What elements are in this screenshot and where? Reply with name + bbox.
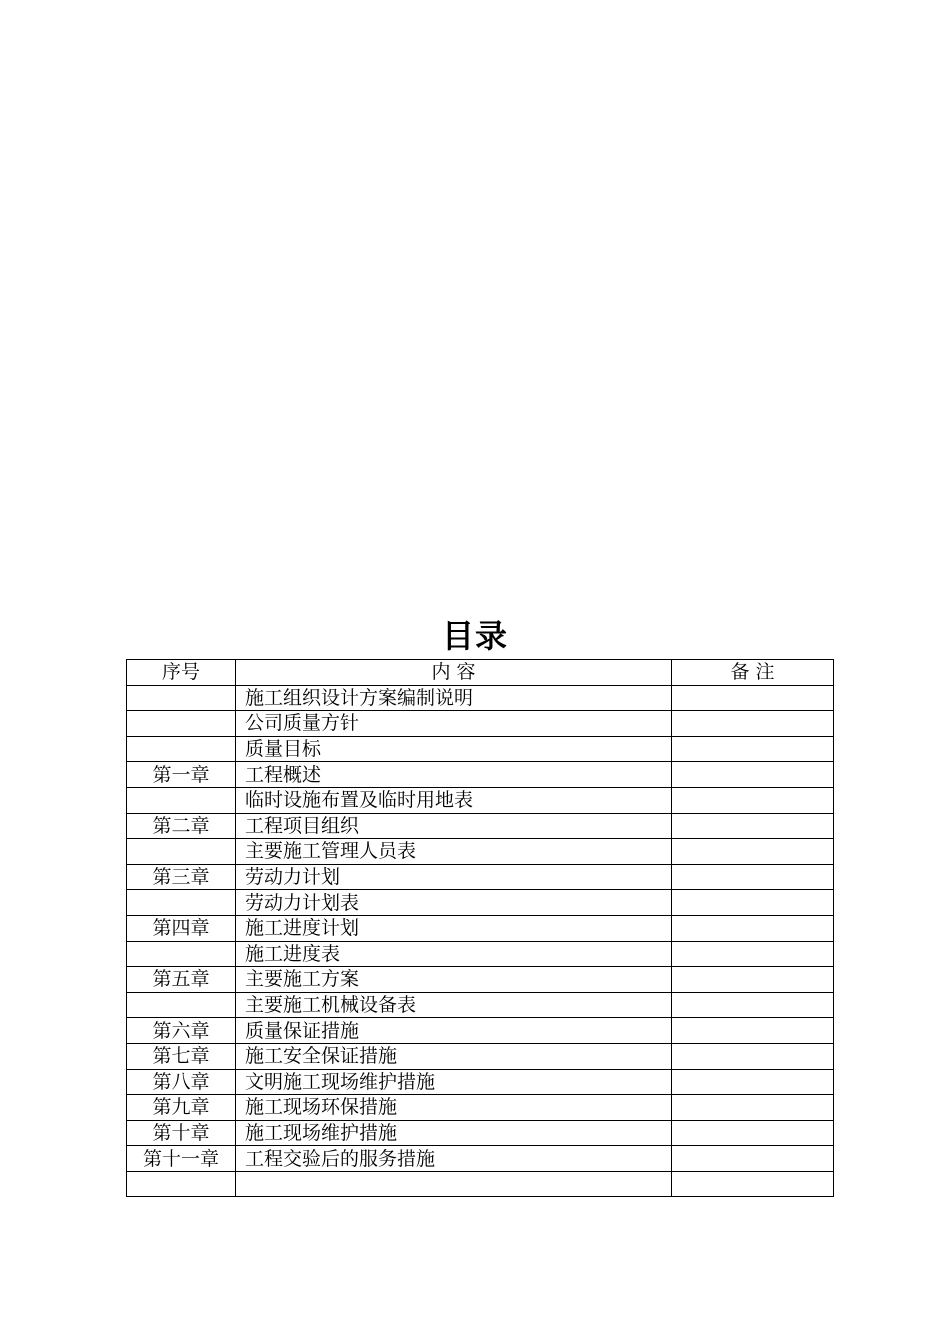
table-row [127, 1095, 834, 1121]
table-row [127, 787, 834, 813]
row-content: 主要施工管理人员表 [236, 839, 672, 865]
table-row [127, 1120, 834, 1146]
row-note [672, 941, 834, 967]
row-note [672, 864, 834, 890]
row-content: 施工安全保证措施 [236, 1043, 672, 1069]
row-seq [127, 787, 236, 813]
row-note [672, 915, 834, 941]
row-note [672, 890, 834, 916]
table-row [127, 864, 834, 890]
row-content: 工程概述 [236, 762, 672, 788]
table-row [127, 839, 834, 865]
row-content: 主要施工方案 [236, 967, 672, 993]
header-seq: 序号 [127, 660, 236, 686]
table-row [127, 1043, 834, 1069]
row-note [672, 711, 834, 737]
table-row [127, 915, 834, 941]
row-note [672, 1043, 834, 1069]
row-content: 劳动力计划表 [236, 890, 672, 916]
table-row [127, 967, 834, 993]
table-row [127, 813, 834, 839]
row-content: 劳动力计划 [236, 864, 672, 890]
row-content: 公司质量方针 [236, 711, 672, 737]
row-note [672, 736, 834, 762]
table-row [127, 890, 834, 916]
row-seq: 第九章 [127, 1095, 236, 1121]
toc-table [126, 659, 834, 1197]
row-seq [127, 839, 236, 865]
table-row [127, 941, 834, 967]
header-content: 内 容 [236, 660, 672, 686]
row-seq [127, 992, 236, 1018]
row-note [672, 762, 834, 788]
row-note [672, 1171, 834, 1197]
row-note [672, 967, 834, 993]
row-content: 施工组织设计方案编制说明 [236, 685, 672, 711]
table-row [127, 711, 834, 737]
row-content: 施工现场维护措施 [236, 1120, 672, 1146]
table-row [127, 992, 834, 1018]
row-content: 施工进度计划 [236, 915, 672, 941]
row-seq [127, 941, 236, 967]
row-content: 施工进度表 [236, 941, 672, 967]
row-seq: 第五章 [127, 967, 236, 993]
table-row [127, 736, 834, 762]
row-note [672, 813, 834, 839]
row-content: 工程交验后的服务措施 [236, 1146, 672, 1172]
row-content: 工程项目组织 [236, 813, 672, 839]
row-seq: 第三章 [127, 864, 236, 890]
table-row [127, 762, 834, 788]
header-note: 备 注 [672, 660, 834, 686]
row-note [672, 1120, 834, 1146]
row-seq: 第四章 [127, 915, 236, 941]
row-seq [127, 685, 236, 711]
row-seq: 第二章 [127, 813, 236, 839]
row-note [672, 685, 834, 711]
row-content: 文明施工现场维护措施 [236, 1069, 672, 1095]
table-row [127, 1018, 834, 1044]
row-note [672, 1146, 834, 1172]
row-seq: 第十一章 [127, 1146, 236, 1172]
row-seq [127, 736, 236, 762]
row-content: 质量保证措施 [236, 1018, 672, 1044]
row-seq: 第六章 [127, 1018, 236, 1044]
table-row [127, 1146, 834, 1172]
row-note [672, 992, 834, 1018]
row-seq: 第八章 [127, 1069, 236, 1095]
table-row [127, 1069, 834, 1095]
row-content [236, 1171, 672, 1197]
row-content: 质量目标 [236, 736, 672, 762]
row-seq [127, 1171, 236, 1197]
page-title: 目录 [441, 617, 508, 655]
row-seq [127, 890, 236, 916]
row-note [672, 787, 834, 813]
row-note [672, 1069, 834, 1095]
row-content: 临时设施布置及临时用地表 [236, 787, 672, 813]
row-note [672, 839, 834, 865]
table-row [127, 685, 834, 711]
table-row [127, 1171, 834, 1197]
row-seq: 第七章 [127, 1043, 236, 1069]
row-seq: 第十章 [127, 1120, 236, 1146]
row-content: 施工现场环保措施 [236, 1095, 672, 1121]
row-seq [127, 711, 236, 737]
row-note [672, 1018, 834, 1044]
row-note [672, 1095, 834, 1121]
row-content: 主要施工机械设备表 [236, 992, 672, 1018]
table-header-row [127, 660, 834, 686]
row-seq: 第一章 [127, 762, 236, 788]
